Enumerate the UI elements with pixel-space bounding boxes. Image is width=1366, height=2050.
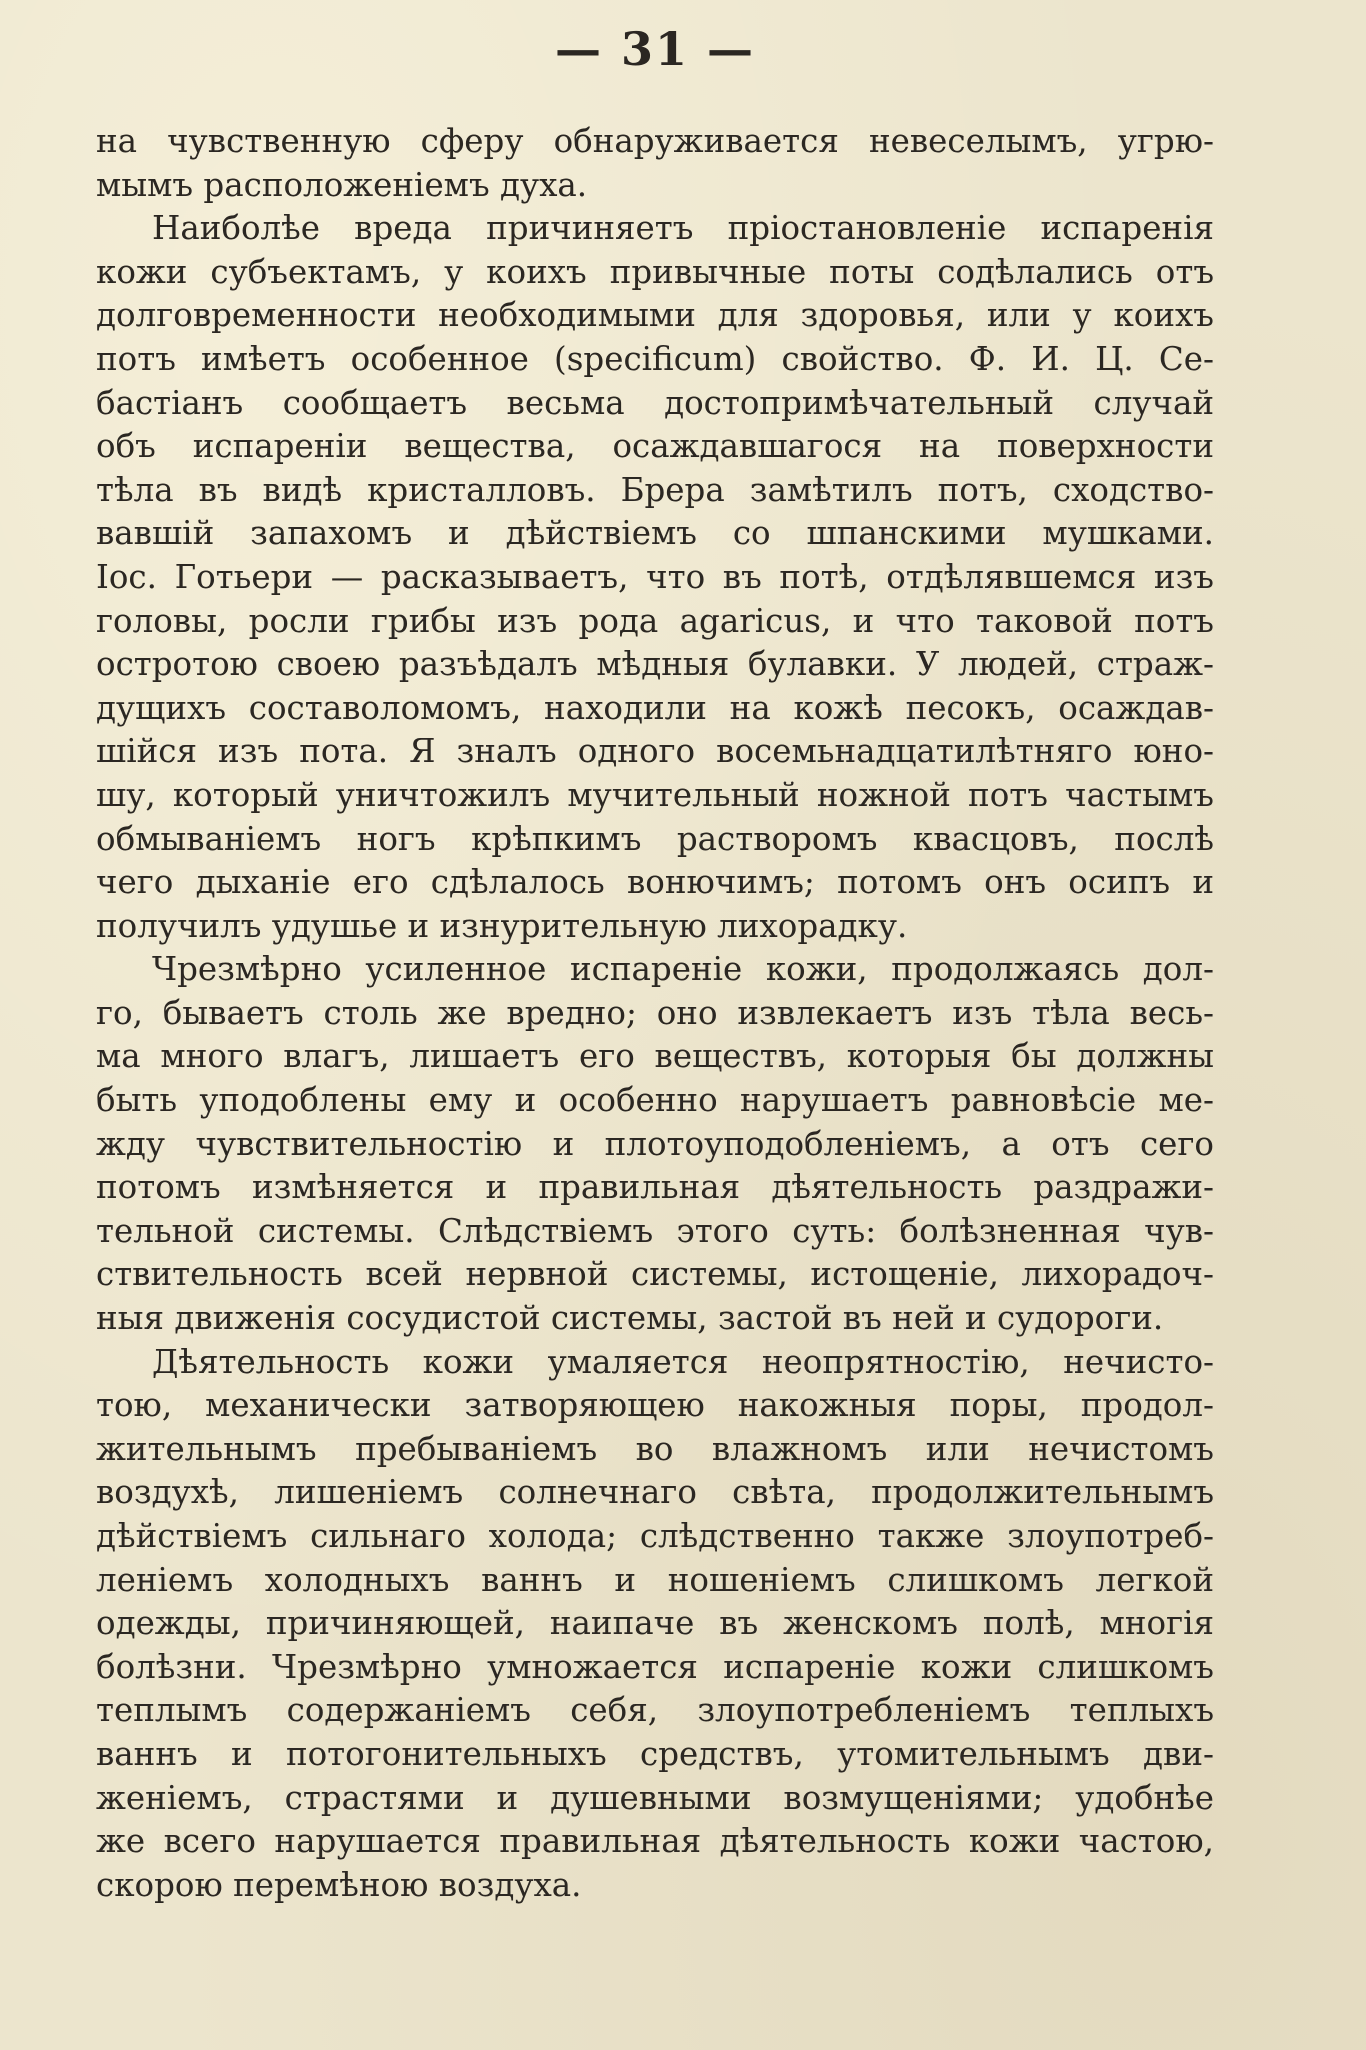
paragraph	[96, 120, 1214, 207]
book-page	[96, 18, 1214, 1907]
text-line: тѣла въ видѣ кристалловъ. Брера замѣтилъ потъ, сходство-	[96, 470, 1214, 509]
text-line: го, бываетъ столь же вредно; оно извлекаетъ изъ тѣла весь-	[96, 993, 1214, 1032]
text-line: получилъ удушье и изнурительную лихорадку.	[96, 906, 908, 945]
text-line: тельной системы. Слѣдствiемъ этого суть: болѣзненная чув-	[96, 1211, 1214, 1250]
text-line: Iос. Готьери — расказываетъ, что въ потѣ, отдѣлявшемся изъ	[96, 557, 1214, 596]
text-line: скорою перемѣною воздуха.	[96, 1865, 582, 1904]
text-line: одежды, причиняющей, наипаче въ женскомъ полѣ, многiя	[96, 1604, 1214, 1643]
text-line: шу, который уничтожилъ мучительный ножной потъ частымъ	[96, 775, 1214, 814]
paragraph	[96, 207, 1214, 948]
text-line: теплымъ содержанiемъ себя, злоупотребленiемъ теплыхъ	[96, 1691, 1214, 1730]
text-line: ленiемъ холодныхъ ваннъ и ношенiемъ слишкомъ легкой	[96, 1560, 1214, 1599]
text-line: потъ имѣетъ особенное (specificum) свойство. Ф. И. Ц. Се-	[96, 339, 1214, 378]
text-line: обмыванiемъ ногъ крѣпкимъ растворомъ квасцовъ, послѣ	[96, 819, 1214, 858]
text-line: тою, механически затворяющею накожныя поры, продол-	[96, 1386, 1214, 1425]
text-line: быть уподоблены ему и особенно нарушаетъ равновѣсiе ме-	[96, 1081, 1214, 1120]
text-line: Дѣятельность кожи умаляется неопрятностiю, нечисто-	[152, 1342, 1214, 1381]
text-line: болѣзни. Чрезмѣрно умножается испаренiе кожи слишкомъ	[96, 1647, 1214, 1686]
text-line: жду чувствительностiю и плотоуподобленiемъ, а отъ сего	[96, 1124, 1214, 1163]
text-line: долговременности необходимыми для здоровья, или у коихъ	[96, 296, 1214, 335]
text-line: женiемъ, страстями и душевными возмущенiями; удобнѣе	[96, 1778, 1214, 1817]
text-line: ныя движенiя сосудистой системы, застой въ ней и судороги.	[96, 1299, 1164, 1338]
text-line: чего дыханiе его сдѣлалось вонючимъ; потомъ онъ осипъ и	[96, 863, 1214, 902]
text-line: же всего нарушается правильная дѣятельность кожи частою,	[96, 1822, 1214, 1861]
text-line: потомъ измѣняется и правильная дѣятельность раздражи-	[96, 1168, 1214, 1207]
text-line: Наиболѣе вреда причиняетъ прiостановленiе испаренiя	[152, 209, 1214, 248]
paragraph	[96, 1341, 1214, 1908]
text-line: ваннъ и потогонительныхъ средствъ, утомительнымъ дви-	[96, 1734, 1214, 1773]
text-line: жительнымъ пребыванiемъ во влажномъ или нечистомъ	[96, 1429, 1214, 1468]
text-line: Чрезмѣрно усиленное испаренiе кожи, продолжаясь дол-	[152, 950, 1214, 989]
text-line: дѣйствiемъ сильнаго холода; слѣдственно также злоупотреб-	[96, 1517, 1214, 1555]
text-line: кожи субъектамъ, у коихъ привычные поты содѣлались отъ	[96, 252, 1214, 291]
body-text	[96, 120, 1214, 1907]
text-line: бастiанъ сообщаетъ весьма достопримѣчательный случай	[96, 383, 1214, 422]
text-line: вавшiй запахомъ и дѣйствiемъ со шпанскими мушками.	[96, 514, 1214, 553]
text-line: головы, росли грибы изъ рода agaricus, и что таковой потъ	[96, 601, 1214, 640]
text-line: ма много влагъ, лишаетъ его веществъ, которыя бы должны	[96, 1037, 1214, 1076]
page-number: — 31 —	[554, 22, 756, 76]
text-line: остротою своею разъѣдалъ мѣдныя булавки. У людей, страж-	[96, 645, 1214, 684]
text-line: мымъ расположенiемъ духа.	[96, 165, 588, 204]
text-line: на чувственную сферу обнаруживается невеселымъ, угрю-	[96, 122, 1214, 160]
text-line: шiйся изъ пота. Я зналъ одного восемьнадцатилѣтняго юно-	[96, 732, 1214, 771]
text-line: объ испаренiи вещества, осаждавшагося на поверхности	[96, 427, 1214, 466]
text-line: воздухѣ, лишенiемъ солнечнаго свѣта, продолжительнымъ	[96, 1473, 1214, 1512]
paragraph	[96, 948, 1214, 1340]
text-line: ствительность всей нервной системы, истощенiе, лихорадоч-	[96, 1255, 1214, 1294]
text-line: дущихъ составоломомъ, находили на кожѣ песокъ, осаждав-	[96, 688, 1214, 727]
